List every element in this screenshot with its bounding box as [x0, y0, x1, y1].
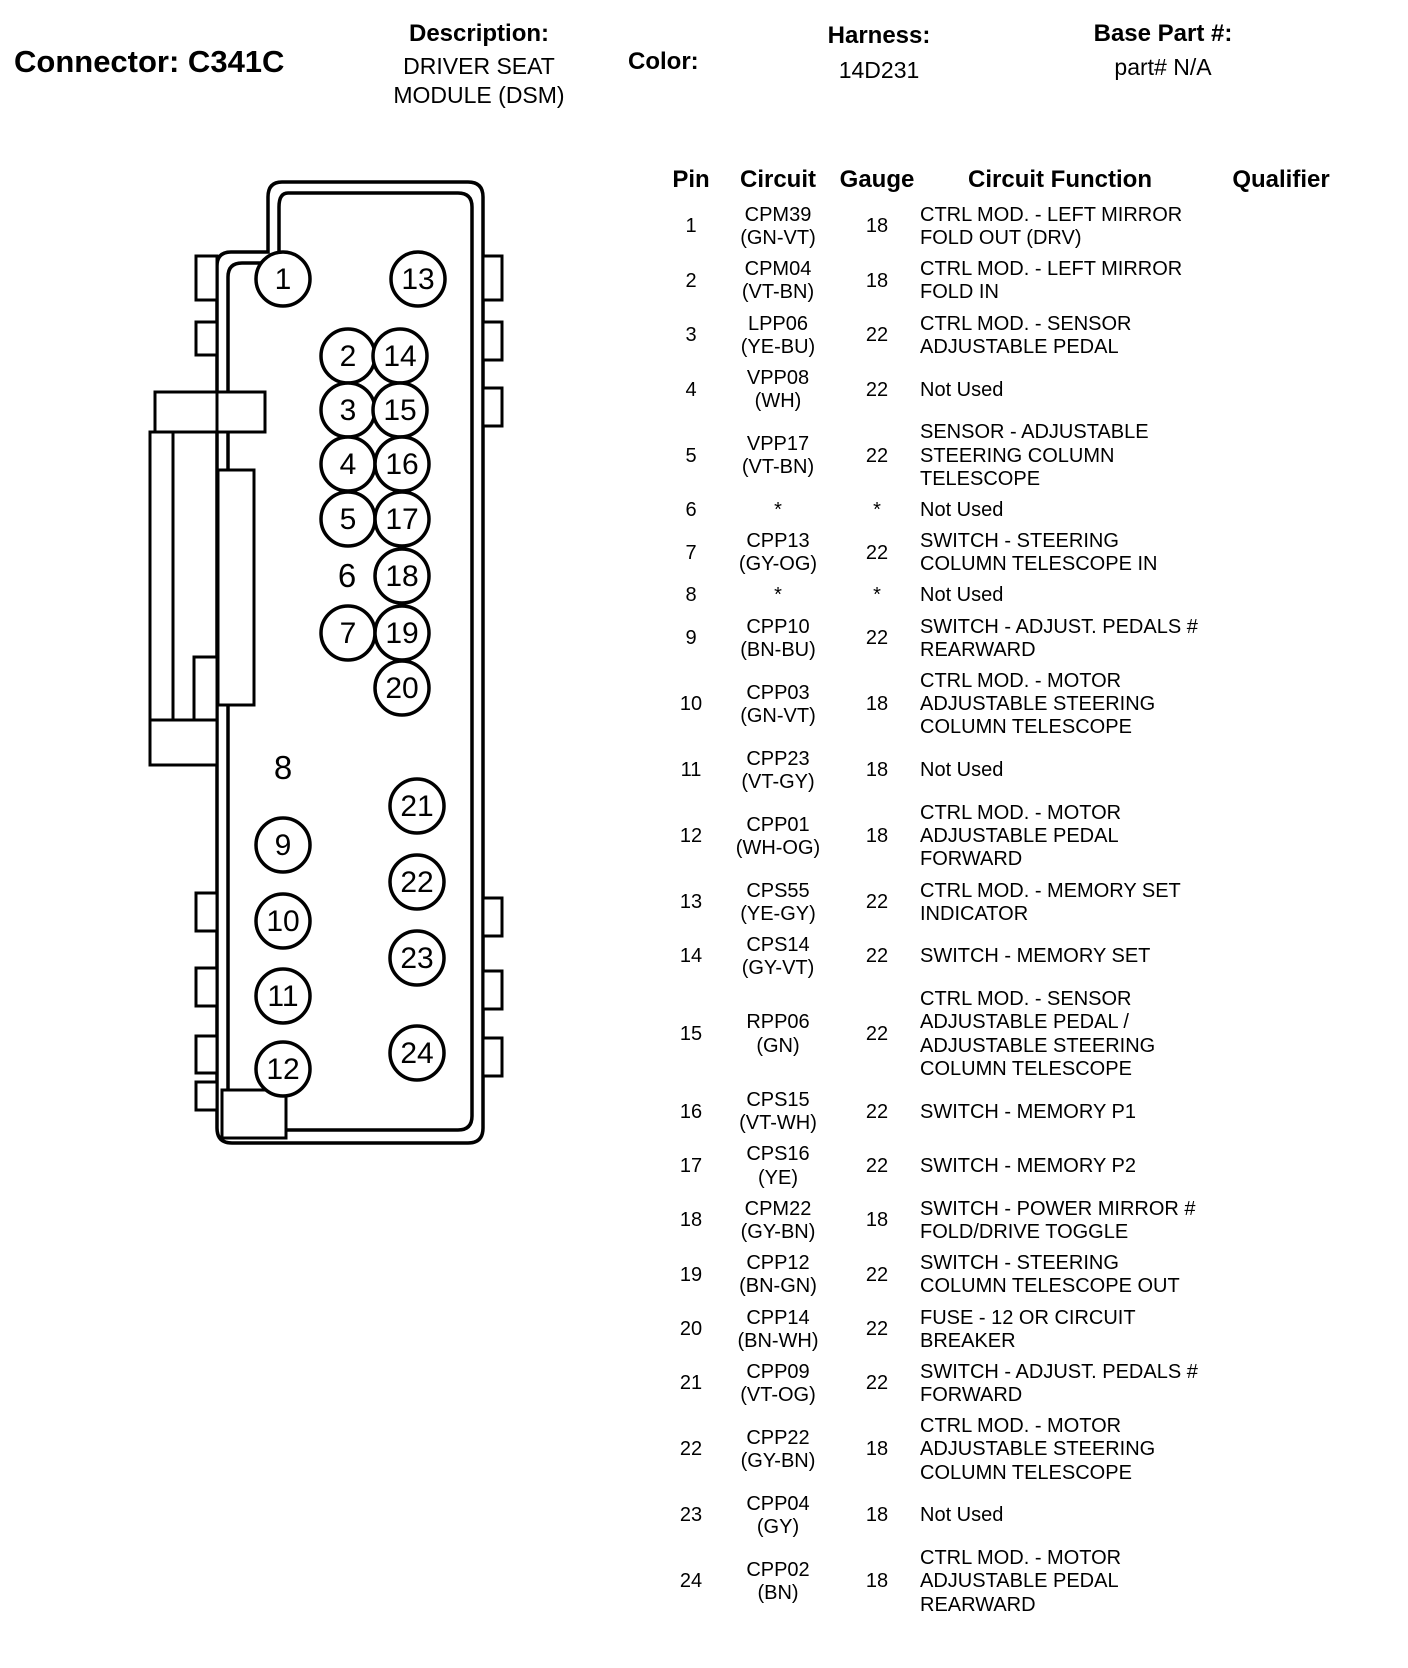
- pin-number: 19: [385, 617, 419, 650]
- circuit-code: CPS55: [746, 879, 810, 902]
- harness-block: [793, 22, 965, 84]
- gauge-cell: 22: [865, 1023, 889, 1046]
- qualifier-header: Qualifier: [1232, 166, 1330, 193]
- pin-cell: 24: [679, 1570, 703, 1593]
- table-row: [660, 1357, 1402, 1411]
- table-row: [660, 612, 1402, 666]
- table-row: [660, 1194, 1402, 1248]
- description-block: [368, 20, 590, 111]
- circuit-color: (VT-GY): [741, 770, 815, 793]
- function-cell: SWITCH - POWER MIRROR # FOLD/DRIVE TOGGLE: [920, 1197, 1196, 1243]
- pin-cell: 5: [685, 444, 697, 467]
- table-row: [660, 798, 1402, 876]
- pin-number: 6: [337, 557, 357, 594]
- pin-cell: 15: [679, 1023, 703, 1046]
- pin-cell: 6: [685, 498, 697, 521]
- function-cell: CTRL MOD. - MEMORY SET INDICATOR: [920, 879, 1181, 925]
- right-tab: [483, 388, 502, 426]
- right-tab: [483, 1038, 502, 1076]
- pin-number: 17: [385, 503, 419, 536]
- left-tab: [196, 968, 217, 1006]
- circuit-color: (GY-BN): [740, 1450, 816, 1473]
- function-cell: Not Used: [920, 584, 1004, 607]
- gauge-cell: *: [873, 498, 881, 521]
- circuit-color: (YE-GY): [740, 902, 816, 925]
- circuit-code: LPP06: [747, 312, 809, 335]
- circuit-color: (GN-VT): [740, 227, 816, 250]
- circuit-color: (GY-VT): [741, 957, 815, 980]
- pin-number: 22: [400, 866, 434, 899]
- left-tab: [196, 322, 217, 355]
- harness-label: Harness:: [827, 22, 931, 49]
- function-cell: CTRL MOD. - MOTOR ADJUSTABLE PEDAL FORWARD: [920, 801, 1122, 871]
- pin-cell: 18: [679, 1209, 703, 1232]
- pin-number: 11: [267, 980, 299, 1013]
- gauge-cell: 18: [865, 269, 889, 292]
- left-tab: [196, 1082, 217, 1110]
- circuit-cell: [722, 584, 834, 607]
- circuit-cell: [722, 1427, 834, 1473]
- pin-number: 1: [274, 263, 292, 296]
- table-row: [660, 1489, 1402, 1543]
- circuit-color: (YE): [758, 1166, 798, 1189]
- circuit-code: CPP12: [746, 1252, 810, 1275]
- pin-cell: 14: [679, 945, 703, 968]
- pin-number: 15: [383, 394, 417, 427]
- table-header-row: [660, 164, 1402, 200]
- base-part-label: Base Part #:: [1093, 20, 1233, 47]
- circuit-code: CPP02: [746, 1558, 810, 1581]
- gauge-cell: 18: [865, 759, 889, 782]
- left-tab: [196, 256, 217, 300]
- circuit-cell: [722, 313, 834, 359]
- gauge-cell: 22: [865, 1100, 889, 1123]
- table-row: [660, 417, 1402, 495]
- right-tab: [483, 898, 502, 936]
- description-label: Description:: [408, 20, 549, 47]
- table-row: [660, 495, 1402, 526]
- function-cell: CTRL MOD. - SENSOR ADJUSTABLE PEDAL: [920, 312, 1132, 358]
- pin-cell: 16: [679, 1100, 703, 1123]
- gauge-cell: *: [873, 584, 881, 607]
- left-tab: [196, 893, 217, 931]
- pin-table: [660, 164, 1402, 1621]
- pin-header: Pin: [672, 166, 710, 193]
- pin-cell: 21: [679, 1372, 703, 1395]
- circuit-code: CPM22: [744, 1197, 812, 1220]
- circuit-header: Circuit: [739, 166, 816, 193]
- circuit-code: CPS15: [746, 1089, 810, 1112]
- circuit-code: CPS16: [746, 1143, 810, 1166]
- circuit-color: (WH-OG): [735, 836, 821, 859]
- function-cell: SWITCH - STEERING COLUMN TELESCOPE OUT: [920, 1252, 1180, 1298]
- gauge-cell: 22: [865, 1318, 889, 1341]
- table-row: [660, 1085, 1402, 1139]
- pin-number: 3: [339, 394, 357, 427]
- circuit-code: CPP13: [746, 530, 810, 553]
- pin-number: 23: [400, 942, 434, 975]
- circuit-code: *: [774, 584, 782, 607]
- function-cell: CTRL MOD. - MOTOR ADJUSTABLE STEERING COLUMN TELESCOPE: [920, 670, 1156, 739]
- gauge-cell: 22: [865, 945, 889, 968]
- pin-cell: 8: [685, 584, 697, 607]
- pin-number: 2: [339, 340, 357, 373]
- circuit-cell: [722, 814, 834, 860]
- pin-number: 21: [400, 790, 434, 823]
- circuit-color: (GY-OG): [738, 553, 818, 576]
- circuit-code: RPP06: [746, 1011, 810, 1034]
- table-row: [660, 363, 1402, 417]
- circuit-color: (BN-BU): [740, 638, 816, 661]
- pin-cell: 19: [679, 1263, 703, 1286]
- gauge-cell: 18: [865, 825, 889, 848]
- right-tab: [483, 256, 502, 300]
- circuit-code: CPP23: [746, 747, 810, 770]
- base-part-block: [1068, 20, 1258, 81]
- function-cell: CTRL MOD. - MOTOR ADJUSTABLE PEDAL REARWARD: [920, 1547, 1122, 1616]
- function-cell: Not Used: [920, 1504, 1004, 1527]
- circuit-code: CPS14: [746, 933, 810, 956]
- circuit-cell: [722, 1307, 834, 1353]
- gauge-cell: 22: [865, 378, 889, 401]
- circuit-color: (VT-WH): [739, 1112, 817, 1135]
- pin-cell: 9: [685, 627, 697, 650]
- function-cell: SWITCH - MEMORY P1: [920, 1100, 1136, 1123]
- circuit-code: VPP08: [746, 366, 810, 389]
- circuit-cell: [722, 1011, 834, 1057]
- function-cell: SWITCH - ADJUST. PEDALS # REARWARD: [920, 615, 1198, 661]
- gauge-cell: 18: [865, 1209, 889, 1232]
- gauge-cell: 18: [865, 1570, 889, 1593]
- table-row: [660, 580, 1402, 611]
- gauge-cell: 22: [865, 891, 889, 914]
- circuit-color: (VT-BN): [741, 456, 815, 479]
- pin-number: 8: [273, 749, 293, 786]
- circuit-code: CPP14: [746, 1306, 810, 1329]
- circuit-color: (BN-WH): [737, 1329, 819, 1352]
- function-cell: SENSOR - ADJUSTABLE STEERING COLUMN TELESCOPE: [920, 421, 1149, 490]
- gauge-cell: 22: [865, 541, 889, 564]
- circuit-color: (GY): [756, 1516, 800, 1539]
- gauge-cell: 18: [865, 1438, 889, 1461]
- table-row: [660, 1543, 1402, 1621]
- circuit-color: (YE-BU): [740, 335, 816, 358]
- circuit-code: CPM04: [744, 258, 812, 281]
- gauge-cell: 22: [865, 1263, 889, 1286]
- pin-group: [256, 252, 445, 1096]
- latch-top-arm: [155, 392, 217, 432]
- table-row: [660, 876, 1402, 930]
- circuit-code: CPP09: [746, 1360, 810, 1383]
- pin-number: 12: [266, 1053, 300, 1086]
- function-cell: SWITCH - STEERING COLUMN TELESCOPE IN: [920, 530, 1158, 576]
- gauge-header: Gauge: [839, 166, 915, 193]
- circuit-cell: [722, 1493, 834, 1539]
- latch-inner-notch: [217, 392, 265, 432]
- pin-cell: 13: [679, 891, 703, 914]
- table-row: [660, 526, 1402, 580]
- function-cell: Not Used: [920, 378, 1004, 401]
- circuit-code: VPP17: [746, 432, 810, 455]
- table-row: [660, 666, 1402, 744]
- pin-cell: 2: [685, 269, 697, 292]
- pin-cell: 12: [679, 825, 703, 848]
- circuit-cell: [722, 682, 834, 728]
- circuit-cell: [722, 1089, 834, 1135]
- function-cell: FUSE - 12 OR CIRCUIT BREAKER: [920, 1306, 1136, 1352]
- pin-number: 18: [385, 560, 419, 593]
- circuit-code: CPM39: [744, 203, 812, 226]
- gauge-cell: 18: [865, 693, 889, 716]
- pin-cell: 11: [680, 759, 702, 782]
- table-row: [660, 1411, 1402, 1489]
- right-tab: [483, 322, 502, 360]
- circuit-cell: [722, 433, 834, 479]
- circuit-code: *: [774, 498, 782, 521]
- color-block: [628, 48, 699, 76]
- connector-diagram: [130, 170, 530, 1180]
- circuit-cell: [722, 204, 834, 250]
- latch-spine: [150, 432, 173, 762]
- circuit-cell: [722, 1252, 834, 1298]
- pin-cell: 4: [685, 378, 697, 401]
- circuit-cell: [722, 934, 834, 980]
- circuit-cell: [722, 880, 834, 926]
- circuit-color: (WH): [754, 390, 802, 413]
- gauge-cell: 18: [865, 215, 889, 238]
- pin-cell: 1: [685, 215, 697, 238]
- latch-pocket: [218, 470, 254, 705]
- circuit-cell: [722, 367, 834, 413]
- pin-cell: 7: [685, 541, 697, 564]
- circuit-color: (VT-BN): [741, 281, 815, 304]
- gauge-cell: 22: [865, 627, 889, 650]
- latch-hook: [194, 657, 217, 722]
- circuit-cell: [722, 1361, 834, 1407]
- left-tab: [196, 1036, 217, 1073]
- pin-cell: 17: [679, 1154, 703, 1177]
- pin-number: 9: [274, 829, 292, 862]
- pin-number: 4: [339, 448, 357, 481]
- circuit-cell: [722, 748, 834, 794]
- function-cell: SWITCH - MEMORY SET: [920, 945, 1151, 968]
- circuit-code: CPP22: [746, 1426, 810, 1449]
- circuit-cell: [722, 1143, 834, 1189]
- right-tab: [483, 971, 502, 1009]
- table-row: [660, 254, 1402, 308]
- circuit-color: (GN): [756, 1034, 800, 1057]
- pin-number: 14: [383, 340, 417, 373]
- function-cell: Not Used: [920, 498, 1004, 521]
- gauge-cell: 22: [865, 1154, 889, 1177]
- table-row: [660, 1303, 1402, 1357]
- keying-block: [222, 1090, 286, 1138]
- pin-number: 24: [400, 1037, 434, 1070]
- table-row: [660, 1248, 1402, 1302]
- connector-title: Connector: C341C: [14, 44, 285, 79]
- gauge-cell: 22: [865, 444, 889, 467]
- circuit-color: (BN-GN): [739, 1275, 817, 1298]
- function-cell: Not Used: [920, 759, 1004, 782]
- pin-number: 5: [339, 503, 357, 536]
- circuit-color: (VT-OG): [740, 1384, 816, 1407]
- pin-number: 7: [339, 617, 357, 650]
- function-cell: CTRL MOD. - MOTOR ADJUSTABLE STEERING COLUMN TELESCOPE: [920, 1415, 1156, 1484]
- latch-bottom-arm: [150, 720, 217, 765]
- harness-value: 14D231: [838, 57, 920, 83]
- circuit-cell: [722, 1559, 834, 1605]
- table-row: [660, 309, 1402, 363]
- circuit-color: (GY-BN): [740, 1220, 816, 1243]
- function-cell: SWITCH - ADJUST. PEDALS # FORWARD: [920, 1360, 1198, 1407]
- circuit-cell: [722, 1198, 834, 1244]
- function-cell: CTRL MOD. - LEFT MIRROR FOLD OUT (DRV): [920, 203, 1183, 250]
- circuit-color: (GN-VT): [740, 704, 816, 727]
- gauge-cell: 22: [865, 1372, 889, 1395]
- pin-number: 20: [385, 672, 419, 705]
- circuit-cell: [722, 530, 834, 576]
- circuit-code: CPP03: [746, 681, 810, 704]
- circuit-code: CPP04: [746, 1492, 810, 1515]
- circuit-cell: [722, 499, 834, 522]
- circuit-cell: [722, 258, 834, 304]
- table-row: [660, 930, 1402, 984]
- description-value: DRIVER SEAT MODULE (DSM): [393, 53, 565, 109]
- circuit-code: CPP01: [746, 813, 810, 836]
- gauge-cell: 18: [865, 1504, 889, 1527]
- pin-number: 10: [266, 905, 300, 938]
- table-row: [660, 1139, 1402, 1193]
- circuit-cell: [722, 616, 834, 662]
- base-part-value: part# N/A: [1114, 54, 1212, 80]
- pin-number: 16: [385, 448, 419, 481]
- table-row: [660, 744, 1402, 798]
- table-row: [660, 984, 1402, 1085]
- function-cell: CTRL MOD. - SENSOR ADJUSTABLE PEDAL / ADJUSTABLE STEERING COLUMN TELESCOPE: [920, 988, 1156, 1080]
- pin-cell: 3: [685, 324, 697, 347]
- function-cell: CTRL MOD. - LEFT MIRROR FOLD IN: [920, 258, 1183, 304]
- gauge-cell: 22: [865, 324, 889, 347]
- pin-cell: 10: [679, 693, 703, 716]
- pin-cell: 20: [679, 1318, 703, 1341]
- table-body: [660, 200, 1402, 1621]
- pin-cell: 22: [679, 1438, 703, 1461]
- function-header: Circuit Function: [968, 166, 1152, 193]
- color-label: Color:: [628, 48, 699, 75]
- pin-number: 13: [401, 263, 435, 296]
- table-row: [660, 200, 1402, 254]
- circuit-color: (BN): [757, 1581, 799, 1604]
- connector-outline-drawing: [130, 170, 530, 1180]
- function-cell: SWITCH - MEMORY P2: [920, 1154, 1136, 1177]
- pin-cell: 23: [679, 1504, 703, 1527]
- circuit-code: CPP10: [746, 615, 810, 638]
